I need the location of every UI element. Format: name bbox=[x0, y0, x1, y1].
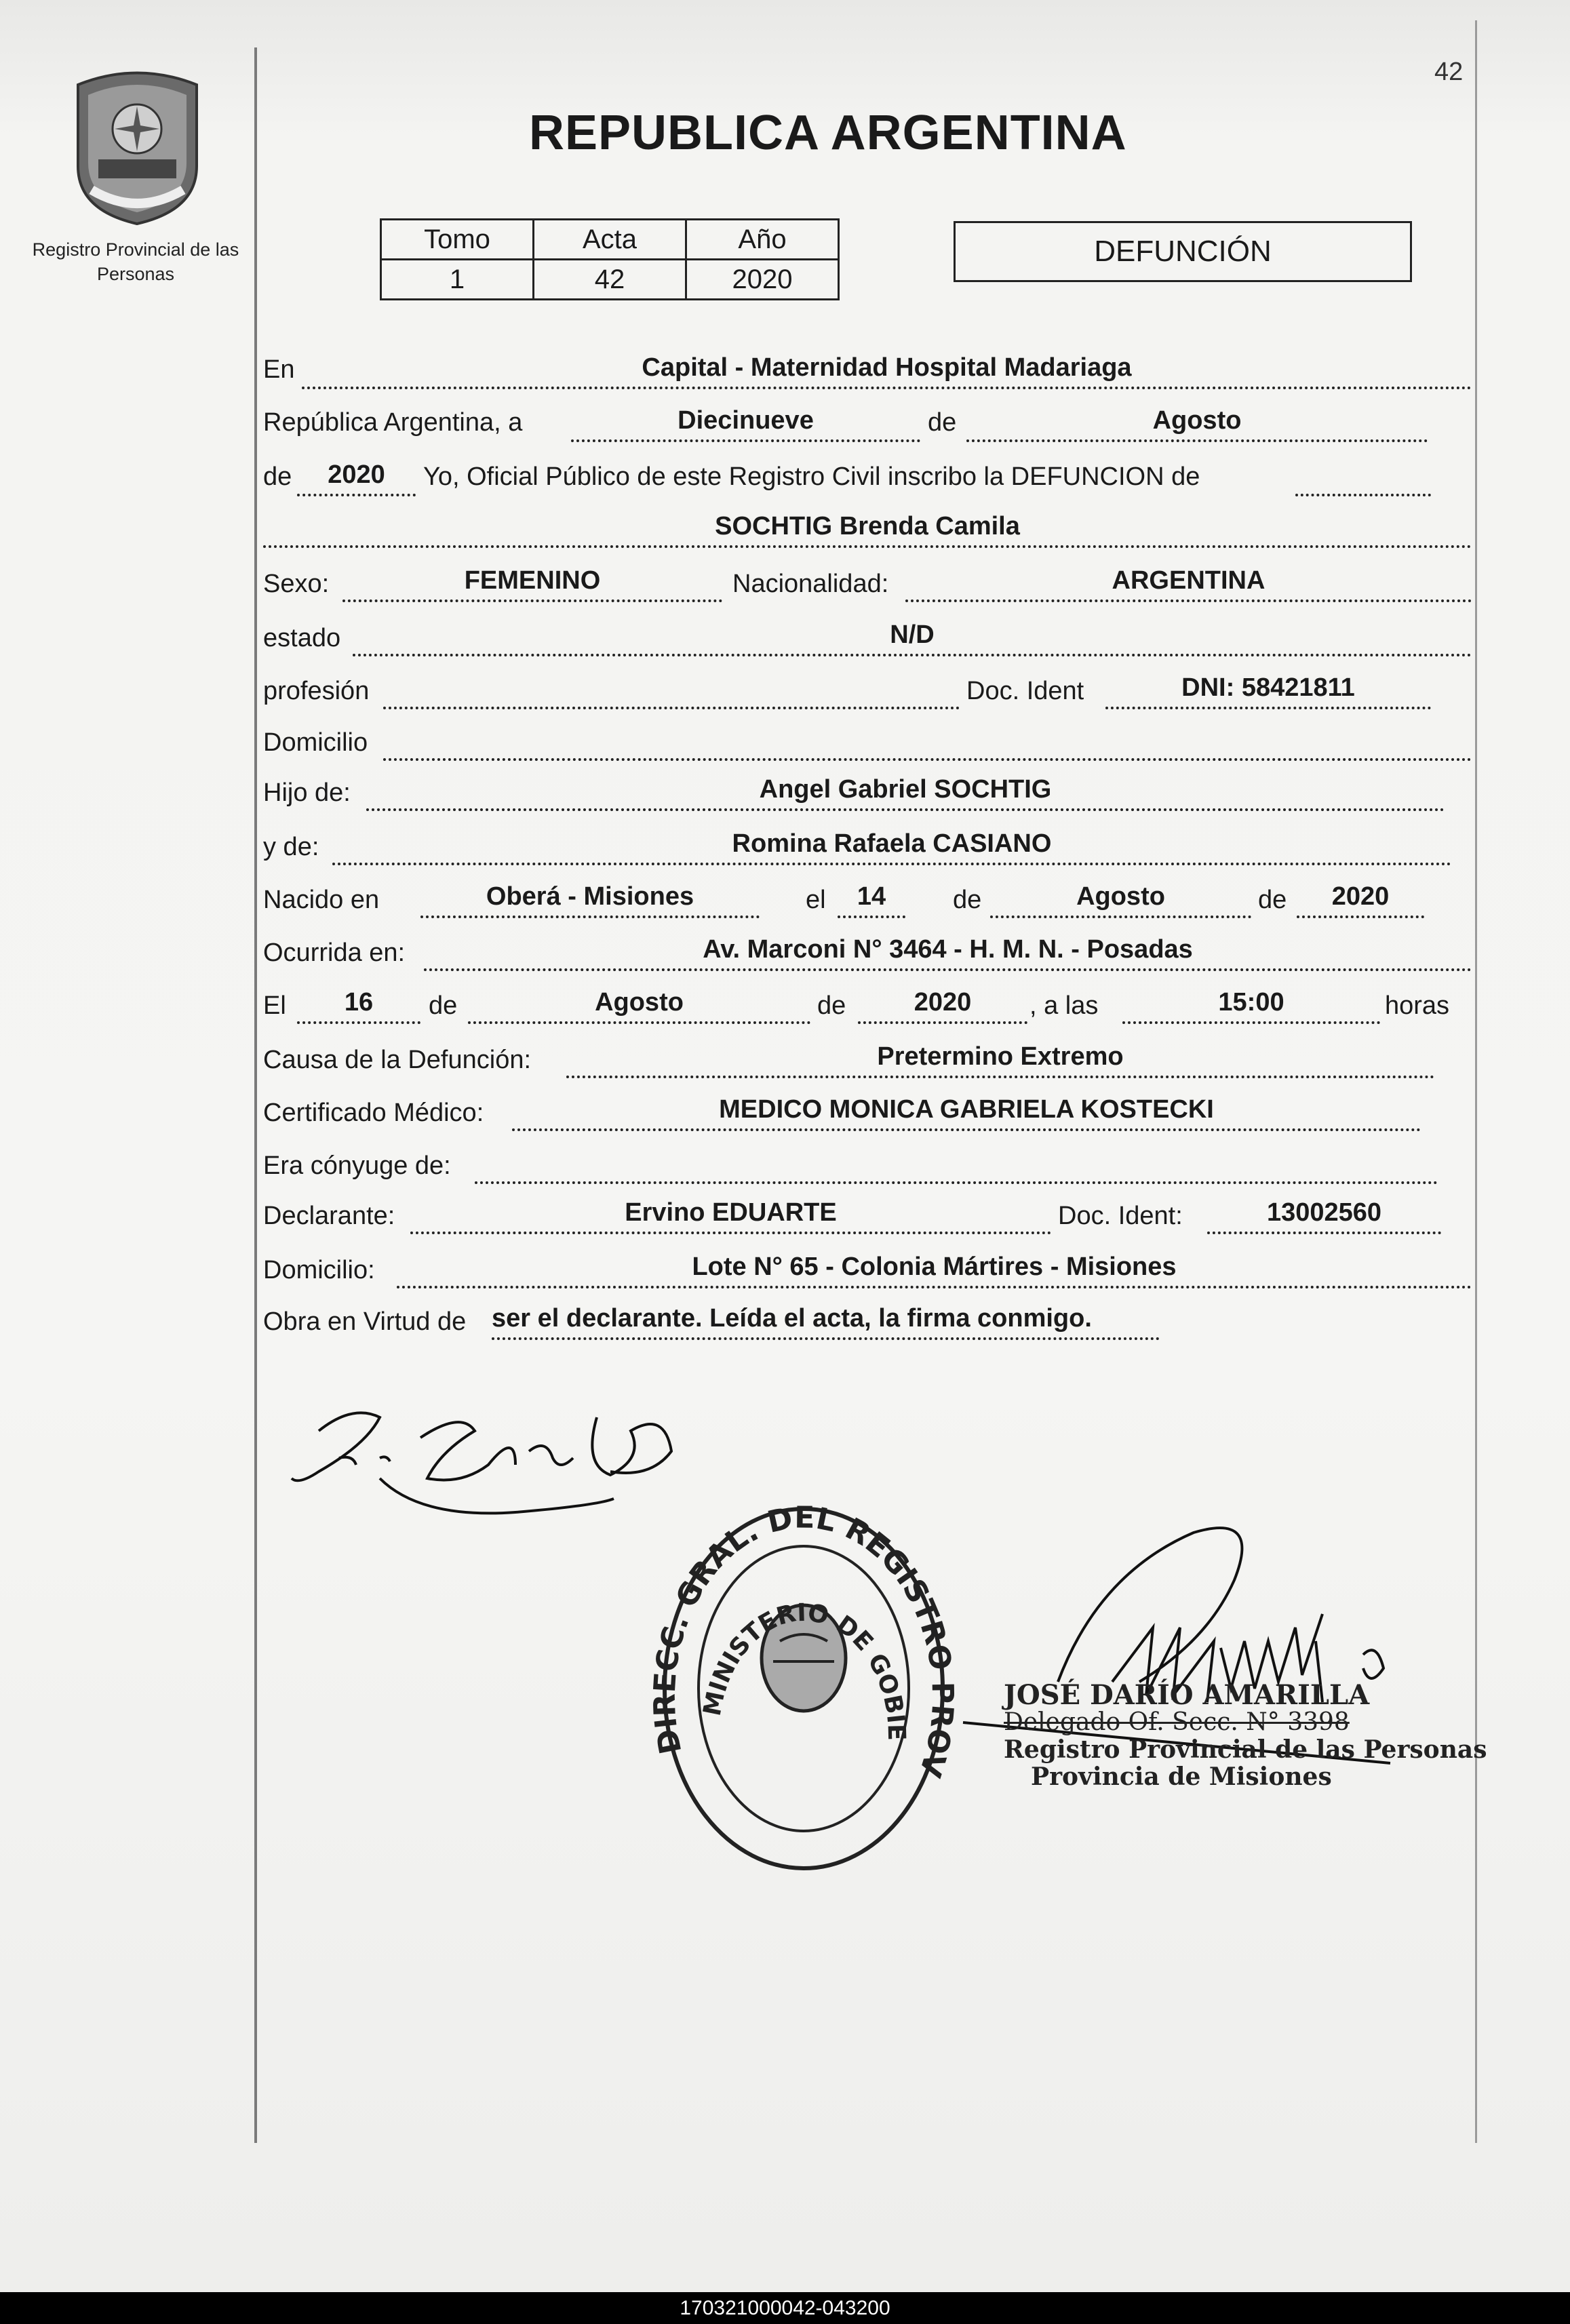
field-nacido-mes: Agosto bbox=[990, 880, 1251, 918]
label-doc-ident: Doc. Ident bbox=[966, 677, 1084, 705]
label-en: En bbox=[263, 355, 295, 384]
field-nacido-anio: 2020 bbox=[1297, 880, 1424, 918]
label-a-las: , a las bbox=[1029, 991, 1099, 1020]
province-seal-logo bbox=[64, 64, 210, 227]
label-de-5: de bbox=[429, 991, 458, 1020]
field-profesion bbox=[383, 671, 960, 709]
label-causa: Causa de la Defunción: bbox=[263, 1046, 532, 1074]
field-madre: Romina Rafaela CASIANO bbox=[332, 827, 1451, 865]
field-nombre: SOCHTIG Brenda Camila bbox=[263, 510, 1472, 548]
field-def-mes: Agosto bbox=[468, 986, 810, 1024]
label-horas: horas bbox=[1385, 991, 1450, 1020]
tomo-value: 1 bbox=[381, 260, 534, 300]
label-domicilio: Domicilio bbox=[263, 728, 368, 757]
tomo-header: Tomo bbox=[381, 220, 534, 260]
official-stamp bbox=[0, 1356, 960, 1868]
label-nacionalidad: Nacionalidad: bbox=[732, 570, 889, 598]
label-obra: Obra en Virtud de bbox=[263, 1307, 467, 1336]
official-title: Delegado Of. Secc. N° 3398 bbox=[1004, 1708, 1350, 1736]
tomo-acta-table bbox=[380, 218, 840, 300]
field-domicilio bbox=[383, 723, 1472, 761]
page-number: 42 bbox=[1434, 58, 1464, 86]
field-conyuge bbox=[475, 1146, 1438, 1184]
label-ocurrida: Ocurrida en: bbox=[263, 939, 406, 967]
field-def-hora: 15:00 bbox=[1122, 986, 1380, 1024]
field-sexo: FEMENINO bbox=[342, 564, 722, 602]
label-profesion: profesión bbox=[263, 677, 370, 705]
field-declarante-doc: 13002560 bbox=[1207, 1196, 1441, 1234]
label-de-4: de bbox=[1258, 886, 1287, 914]
field-nacido-lugar: Oberá - Misiones bbox=[420, 880, 760, 918]
label-El: El bbox=[263, 991, 286, 1020]
field-def-anio: 2020 bbox=[858, 986, 1027, 1024]
field-nacionalidad: ARGENTINA bbox=[905, 564, 1472, 602]
registry-name: Registro Provincial de las Personas bbox=[32, 239, 239, 284]
label-de-2: de bbox=[263, 462, 292, 491]
footer-barcode-text: 170321000042-043200 bbox=[0, 2292, 1570, 2324]
label-de-3: de bbox=[953, 886, 982, 914]
label-conyuge: Era cónyuge de: bbox=[263, 1151, 451, 1180]
label-hijo-de: Hijo de: bbox=[263, 779, 351, 807]
label-yo-oficial: Yo, Oficial Público de este Registro Civil inscribo la DEFUNCION de bbox=[423, 462, 1200, 491]
field-estado: N/D bbox=[353, 618, 1472, 656]
field-declarante: Ervino EDUARTE bbox=[410, 1196, 1051, 1234]
field-dia-letras: Diecinueve bbox=[571, 404, 920, 442]
label-nacido-en: Nacido en bbox=[263, 886, 380, 914]
label-estado: estado bbox=[263, 624, 341, 652]
official-registry: Registro Provincial de las Personas bbox=[1004, 1735, 1487, 1764]
field-def-dia: 16 bbox=[297, 986, 420, 1024]
anio-header: Año bbox=[686, 220, 839, 260]
field-mes: Agosto bbox=[966, 404, 1428, 442]
label-certificado: Certificado Médico: bbox=[263, 1099, 484, 1127]
signatures-and-stamp bbox=[0, 1356, 1570, 1899]
field-padre: Angel Gabriel SOCHTIG bbox=[366, 773, 1445, 811]
field-causa: Pretermino Extremo bbox=[566, 1040, 1434, 1078]
document-type-box: DEFUNCIÓN bbox=[954, 221, 1412, 282]
declarant-signature bbox=[292, 1413, 671, 1513]
field-anio: 2020 bbox=[297, 458, 416, 496]
label-republica: República Argentina, a bbox=[263, 408, 523, 437]
field-certificado: MEDICO MONICA GABRIELA KOSTECKI bbox=[512, 1093, 1421, 1131]
field-nacido-dia: 14 bbox=[838, 880, 905, 918]
label-sexo: Sexo: bbox=[263, 570, 330, 598]
stamp-inner-text: MINISTERIO DE GOBIE bbox=[698, 1598, 911, 1741]
label-de-1: de bbox=[928, 408, 957, 437]
anio-value: 2020 bbox=[686, 260, 839, 300]
document-title: REPUBLICA ARGENTINA bbox=[529, 106, 1127, 160]
label-de-6: de bbox=[817, 991, 846, 1020]
label-el: el bbox=[806, 886, 826, 914]
acta-value: 42 bbox=[534, 260, 686, 300]
label-declarante: Declarante: bbox=[263, 1202, 395, 1230]
official-name: JOSÉ DARÍO AMARILLA bbox=[1004, 1679, 1370, 1711]
stamp-ring-text: DIRECC. GRAL. DEL REGISTRO PROV bbox=[647, 1500, 960, 1781]
label-doc-ident-2: Doc. Ident: bbox=[1058, 1202, 1183, 1230]
acta-header: Acta bbox=[534, 220, 686, 260]
field-dni: DNI: 58421811 bbox=[1105, 671, 1431, 709]
svg-text:DIRECC. GRAL. DEL REGISTRO PRO bbox=[0, 1356, 960, 1781]
field-lugar: Capital - Maternidad Hospital Madariaga bbox=[302, 351, 1472, 389]
field-ocurrida: Av. Marconi N° 3464 - H. M. N. - Posadas bbox=[424, 933, 1472, 971]
label-y-de: y de: bbox=[263, 833, 319, 861]
official-stamp-block bbox=[1004, 1679, 1487, 1791]
official-province: Provincia de Misiones bbox=[1031, 1762, 1332, 1791]
label-domicilio-2: Domicilio: bbox=[263, 1256, 375, 1284]
field-yo-blank bbox=[1295, 458, 1431, 496]
field-obra: ser el declarante. Leída el acta, la firma conmigo. bbox=[492, 1302, 1160, 1340]
field-declarante-dom: Lote N° 65 - Colonia Mártires - Misiones bbox=[397, 1250, 1472, 1288]
